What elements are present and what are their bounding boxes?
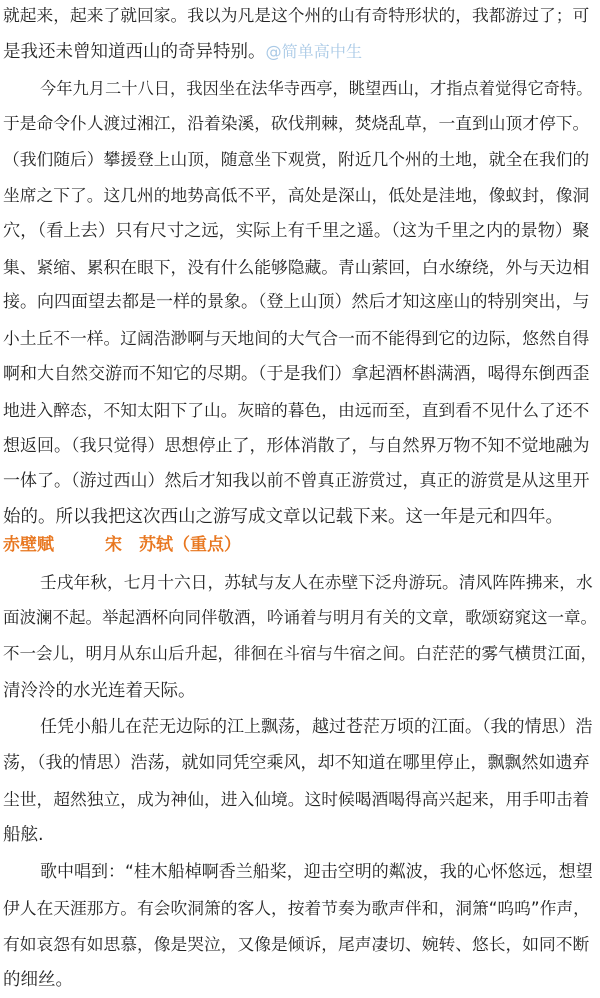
paragraph bbox=[3, 0, 597, 71]
text-line: 清泠泠的水光连着天际。 bbox=[3, 680, 196, 701]
text-line: 就起来，起来了就回家。我以为凡是这个州的山有奇特形状的，我都游过了；可 bbox=[3, 5, 590, 25]
text-line: （我们随后）攀援登上山顶，随意坐下观赏，附近几个州的土地，就全在我们的 bbox=[3, 149, 590, 170]
section-chibifu-translation bbox=[3, 564, 597, 998]
text-line: 于是命令仆人渡过湘江，沿着染溪，砍伐荆棘，焚烧乱草，一直到山顶才停下。 bbox=[3, 113, 590, 134]
text-line: 伊人在天涯那方。有会吹洞箫的客人，按着节奏为歌声伴和，洞箫“呜呜”作声， bbox=[3, 897, 590, 918]
text-line: 歌中唱到：“桂木船棹啊香兰船桨，迎击空明的粼波，我的心怀悠远，想望 bbox=[40, 861, 593, 882]
text-line: 的细丝。 bbox=[3, 970, 73, 991]
text-line: 壬戌年秋，七月十六日，苏轼与友人在赤壁下泛舟游玩。清风阵阵拂来，水 bbox=[40, 572, 593, 592]
paragraph bbox=[3, 564, 597, 709]
paragraph bbox=[3, 709, 597, 854]
text-line: 任凭小船儿在茫无边际的江上飘荡，越过苍茫万顷的江面。（我的情思）浩 bbox=[40, 716, 593, 737]
text-line: 坐席之下了。这几州的地势高低不平，高处是深山，低处是洼地，像蚁封，像洞 bbox=[3, 184, 590, 205]
text-line: 接。向四面望去都是一样的景象。（登上山顶）然后才知这座山的特别突出，与 bbox=[3, 292, 590, 313]
text-line: 始的。所以我把这次西山之游写成文章以记载下来。这一年是元和四年。 bbox=[3, 507, 563, 528]
text-line: 想返回。（我只觉得）思想停止了，形体消散了，与自然界万物不知不觉地融为 bbox=[3, 435, 590, 456]
heading-author: 宋 苏轼（重点） bbox=[105, 535, 241, 555]
section-xishan-translation bbox=[3, 0, 597, 536]
text-line: 一体了。（游过西山）然后才知我以前不曾真正游赏过，真正的游赏是从这里开 bbox=[3, 471, 590, 492]
paragraph bbox=[3, 71, 597, 536]
section-heading bbox=[3, 530, 597, 560]
text-line: 穴，（看上去）只有尺寸之远，实际上有千里之遥。（这为千里之内的景物）聚 bbox=[3, 220, 590, 241]
text-line: 今年九月二十八日，我因坐在法华寺西亭，眺望西山，才指点着觉得它奇特。 bbox=[40, 78, 593, 98]
paragraph bbox=[3, 854, 597, 998]
text-line: 尘世，超然独立，成为神仙，进入仙境。这时候喝酒喝得高兴起来，用手叩击着 bbox=[3, 789, 590, 810]
text-line: 集、紧缩、累积在眼下，没有什么能够隐藏。青山萦回，白水缭绕，外与天边相 bbox=[3, 256, 590, 277]
text-line: 船舷. bbox=[3, 825, 44, 846]
text-line bbox=[3, 34, 597, 71]
watermark: @简单高中生 bbox=[265, 41, 363, 61]
text-line: 有如哀怨有如思慕，像是哭泣，又像是倾诉，尾声凄切、婉转、悠长，如同不断 bbox=[3, 934, 590, 955]
text-line-content: 是我还未曾知道西山的奇异特别。 bbox=[3, 41, 266, 62]
text-line: 地进入醉态，不知太阳下了山。灰暗的暮色，由远而至，直到看不见什么了还不 bbox=[3, 399, 590, 420]
heading-title: 赤壁赋 bbox=[3, 535, 54, 555]
text-line: 小土丘不一样。辽阔浩渺啊与天地间的大气合一而不能得到它的边际，悠然自得 bbox=[3, 328, 590, 349]
text-line: 不一会儿，明月从东山后升起，徘徊在斗宿与牛宿之间。白茫茫的雾气横贯江面， bbox=[3, 644, 597, 664]
text-line: 啊和大自然交游而不知它的尽期。（于是我们）拿起酒杯斟满酒，喝得东倒西歪 bbox=[3, 363, 590, 384]
text-line: 面波澜不起。举起酒杯向同伴敬酒，吟诵着与明月有关的文章，歌颂窈窕这一章。 bbox=[3, 608, 597, 628]
text-line: 荡，（我的情思）浩荡，就如同凭空乘风，却不知道在哪里停止，飘飘然如遗弃 bbox=[3, 753, 590, 774]
